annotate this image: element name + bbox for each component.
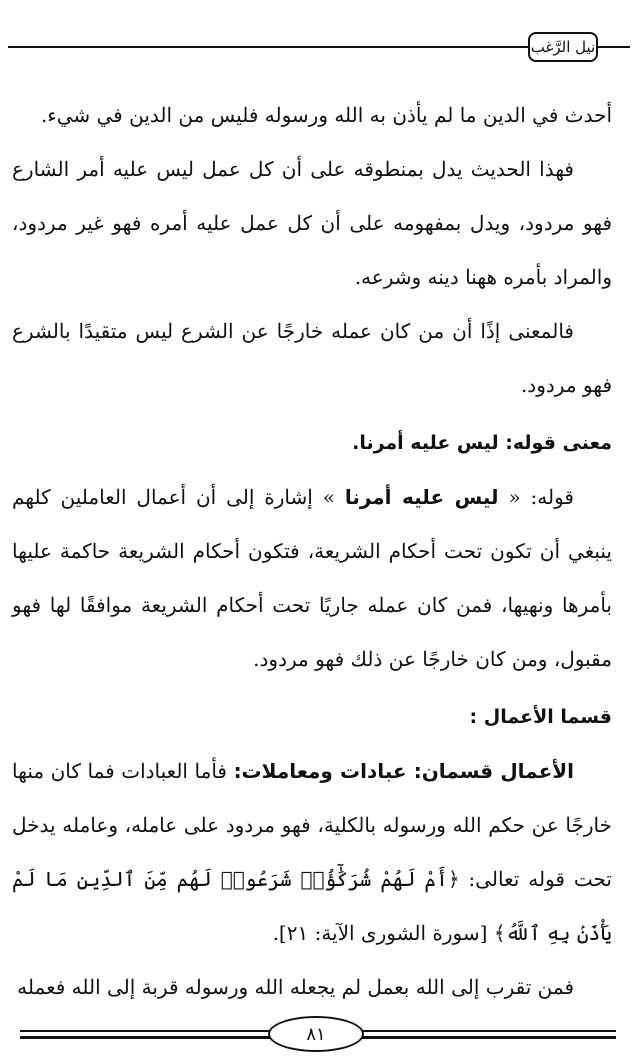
page-body xyxy=(12,88,612,1014)
quote-prefix: قوله: « xyxy=(498,485,574,509)
paragraph-2: فهذا الحديث يدل بمنطوقه على أن كل عمل ليس عليه أمر الشارع فهو مردود، ويدل بمفهومه على أن كل عمل عليه أمره فهو غير مردود، والمراد بأمره ههنا دينه وشرعه. xyxy=(12,157,612,289)
paragraph-6: فمن تقرب إلى الله بعمل لم يجعله الله ورسوله قربة إلى الله فعمله xyxy=(17,975,574,999)
page-number-text: ٨١ xyxy=(306,1023,326,1045)
quoted-phrase: ليس عليه أمرنا xyxy=(344,485,499,509)
paragraph-5-text: فأما العبادات فما كان منها خارجًا عن حكم الله ورسوله بالكلية، فهو مردود على عامله، وعامله يدخل تحت قوله تعالى: xyxy=(12,759,613,891)
paragraph-5 xyxy=(12,744,612,960)
header-rule xyxy=(8,46,528,48)
quran-verse: ﴿أَمْ لَهُمْ شُرَكَٰٓؤُا۟ شَرَعُوا۟ لَهُم مِّنَ ٱلدِّينِ مَا لَمْ يَأْذَنۢ بِهِ ٱللَّهُ﴾ xyxy=(12,867,612,945)
page-number xyxy=(268,1016,364,1052)
bold-lead: الأعمال قسمان: عبادات ومعاملات: xyxy=(233,759,574,783)
paragraph-3: فالمعنى إذًا أن من كان عمله خارجًا عن الشرع ليس متقيدًا بالشرع فهو مردود. xyxy=(12,319,612,397)
paragraph-4 xyxy=(12,470,612,686)
section-heading-1: معنى قوله: ليس عليه أمرنا. xyxy=(352,432,612,454)
running-header xyxy=(528,32,598,62)
running-header-title: نيل الرَّغب xyxy=(530,38,596,56)
paragraph-1: أحدث في الدين ما لم يأذن به الله ورسوله فليس من الدين في شيء. xyxy=(40,103,612,127)
paragraph-4-text: » إشارة إلى أن أعمال العاملين كلهم ينبغي أن تكون تحت أحكام الشريعة، فتكون أحكام الشريعة حاكمة عليها بأمرها ونهيها، فمن كان عمله جاريًا تحت أحكام الشريعة موافقًا لها فهو مقبول، ومن كان خارجًا عن ذلك فهو مردود. xyxy=(12,485,612,671)
header-rule-end xyxy=(598,46,630,48)
verse-reference: [سورة الشورى الآية: ٢١]. xyxy=(272,921,494,945)
section-heading-2: قسما الأعمال : xyxy=(469,706,612,728)
